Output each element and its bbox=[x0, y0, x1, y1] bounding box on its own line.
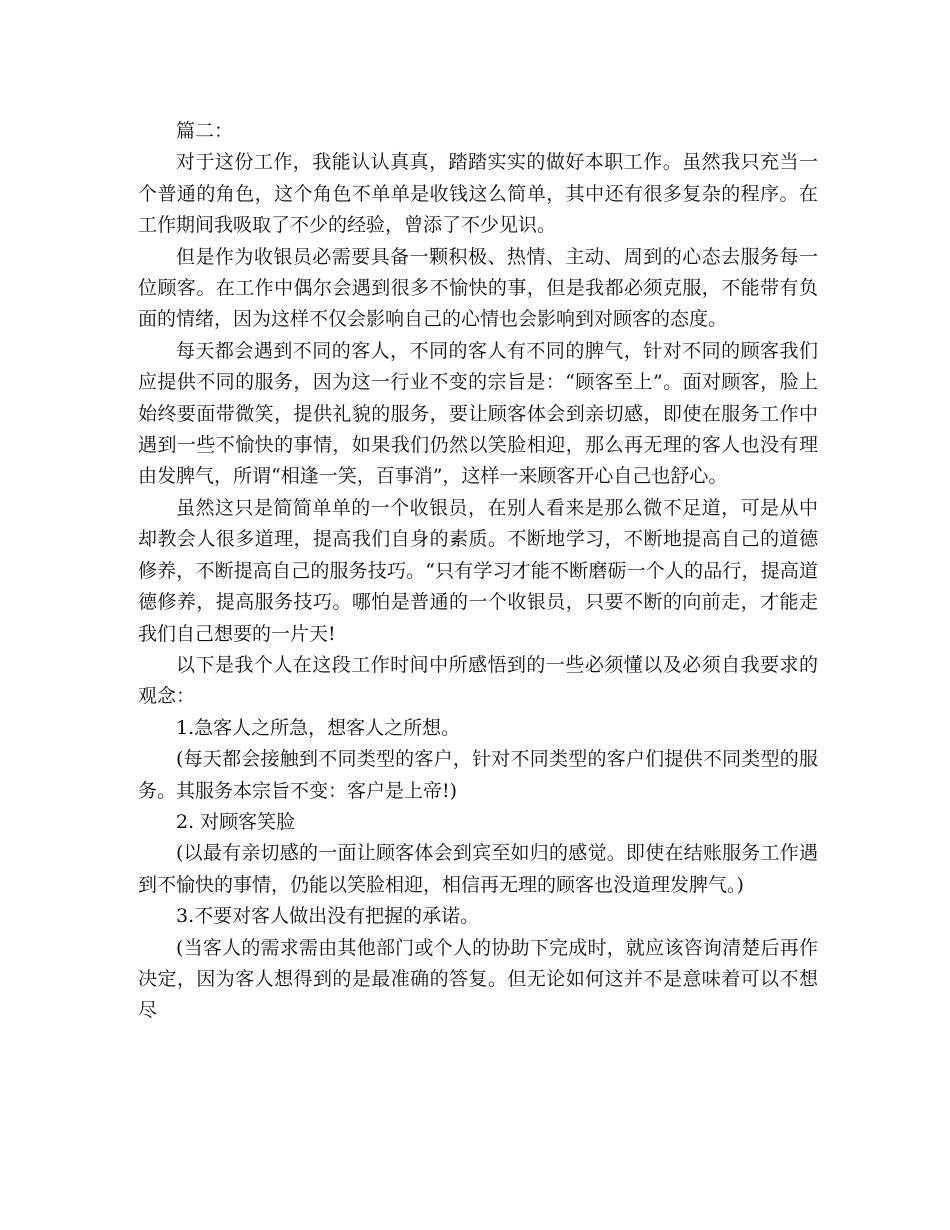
list-item-3-heading: 3.不要对客人做出没有把握的承诺。 bbox=[176, 905, 480, 928]
paragraph-list-intro: 以下是我个人在这段工作时间中所感悟到的一些必须懂以及必须自我要求的观念： bbox=[138, 653, 818, 708]
list-item-1-heading: 1.急客人之所急，想客人之所想。 bbox=[176, 716, 461, 739]
document-body bbox=[138, 116, 818, 1027]
list-item-2-detail: (以最有亲切感的一面让顾客体会到宾至如归的感觉。即使在结账服务工作遇到不愉快的事情，仍能以笑脸相迎，相信再无理的顾客也没道理发脾气。) bbox=[138, 842, 818, 896]
list-item-3-detail: (当客人的需求需由其他部门或个人的协助下完成时，就应该咨询清楚后再作决定，因为客人想得到的是最准确的答复。但无论如何这并不是意味着可以不想尽 bbox=[138, 936, 818, 1022]
list-item-1-detail: (每天都会接触到不同类型的客户，针对不同类型的客户们提供不同类型的服务。其服务本宗旨不变：客户是上帝!) bbox=[138, 748, 818, 802]
paragraph-cashier-mindset: 但是作为收银员必需要具备一颗积极、热情、主动、周到的心态去服务每一位顾客。在工作中偶尔会遇到很多不愉快的事，但是我都必须克服，不能带有负面的情绪，因为这样不仅会影响自己的心情也会影响到对顾客的态度。 bbox=[138, 245, 818, 331]
paragraph-customer-service: 每天都会遇到不同的客人，不同的客人有不同的脾气，针对不同的顾客我们应提供不同的服务，因为这一行业不变的宗旨是：“顾客至上”。面对顾客，脸上始终要面带微笑，提供礼貌的服务，要让顾客体会到亲切感，即使在服务工作中遇到一些不愉快的事情，如果我们仍然以笑脸相迎，那么再无理的客人也没有理由发脾气，所谓“相逢一笑，百事消”，这样一来顾客开心自己也舒心。 bbox=[138, 339, 818, 488]
section-heading: 篇二： bbox=[176, 120, 234, 142]
paragraph-self-improvement: 虽然这只是简简单单的一个收银员，在别人看来是那么微不足道，可是从中却教会人很多道理，提高我们自身的素质。不断地学习，不断地提高自己的道德修养，不断提高自己的服务技巧。“只有学习才能不断磨砺一个人的品行，提高道德修养，提高服务技巧。哪怕是普通的一个收银员，只要不断的向前走，才能走我们自己想要的一片天! bbox=[138, 496, 818, 645]
list-item-2-heading: 2. 对顾客笑脸 bbox=[176, 810, 296, 833]
paragraph-job-attitude: 对于这份工作，我能认认真真，踏踏实实的做好本职工作。虽然我只充当一个普通的角色，这个角色不单单是收钱这么简单，其中还有很多复杂的程序。在工作期间我吸取了不少的经验，曾添了不少见识。 bbox=[138, 151, 818, 237]
